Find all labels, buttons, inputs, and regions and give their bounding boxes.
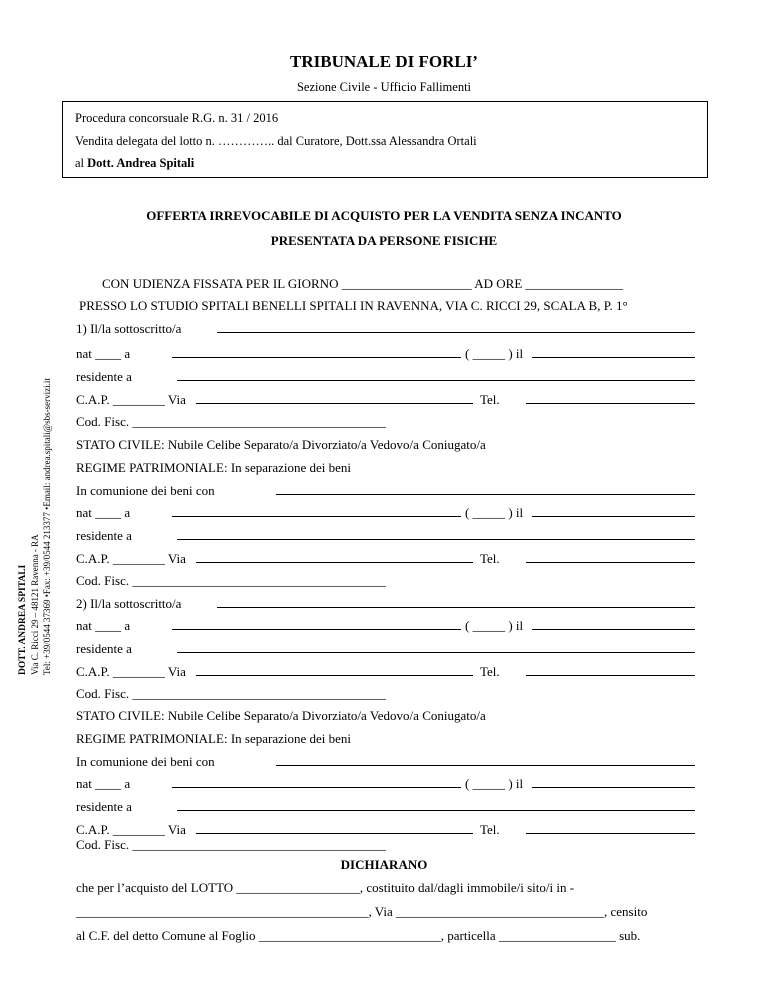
option-nubile: Nubile bbox=[167, 437, 204, 452]
procedure-box bbox=[62, 101, 708, 178]
via-field[interactable] bbox=[196, 403, 473, 404]
sidebar-name: DOTT. ANDREA SPITALI bbox=[18, 564, 28, 675]
birth-label: nat ____ a bbox=[76, 346, 131, 361]
offer-subtitle: PRESENTATA DA PERSONE FISICHE bbox=[270, 233, 498, 248]
residence-label: residente a bbox=[76, 369, 132, 384]
option-nubile: Nubile bbox=[167, 708, 204, 723]
codfisc-line: Cod. Fisc. _______________________________________ bbox=[76, 414, 386, 429]
residence-field[interactable] bbox=[177, 652, 695, 653]
civil-status-label: STATO CIVILE: bbox=[76, 437, 165, 452]
codfisc-line: Cod. Fisc. _______________________________________ bbox=[76, 573, 386, 588]
option-coniugato: Coniugato/a bbox=[422, 708, 486, 723]
residence-label: residente a bbox=[76, 799, 132, 814]
option-celibe: Celibe bbox=[206, 708, 241, 723]
birth-label: nat ____ a bbox=[76, 505, 131, 520]
option-comunione: In comunione dei beni con bbox=[76, 754, 215, 769]
option-separazione: In separazione dei beni bbox=[230, 731, 352, 746]
regime-row bbox=[76, 460, 351, 476]
option-divorziato: Divorziato/a bbox=[301, 437, 367, 452]
civil-status-row bbox=[76, 437, 486, 453]
tel-label: Tel. bbox=[480, 551, 500, 566]
tel-field[interactable] bbox=[526, 562, 695, 563]
offer-title: OFFERTA IRREVOCABILE DI ACQUISTO PER LA VENDITA SENZA INCANTO bbox=[146, 208, 622, 223]
option-separazione: In separazione dei beni bbox=[230, 460, 352, 475]
codfisc-line: Cod. Fisc. _______________________________________ bbox=[76, 837, 386, 852]
cap-via-label: C.A.P. ________ Via bbox=[76, 551, 186, 566]
civil-status-row bbox=[76, 708, 486, 724]
regime-label: REGIME PATRIMONIALE: bbox=[76, 460, 228, 475]
option-separato: Separato/a bbox=[243, 437, 299, 452]
option-coniugato: Coniugato/a bbox=[422, 437, 486, 452]
court-section: Sezione Civile - Ufficio Fallimenti bbox=[296, 80, 472, 94]
tel-field[interactable] bbox=[526, 403, 695, 404]
hearing-date-line: CON UDIENZA FISSATA PER IL GIORNO ____________________ AD ORE _______________ bbox=[102, 276, 624, 291]
addressee-name: Dott. Andrea Spitali bbox=[87, 156, 195, 170]
tel-label: Tel. bbox=[480, 822, 500, 837]
declaration-line3: al C.F. del detto Comune al Foglio ____________________________, particella __________________ sub. bbox=[76, 928, 641, 943]
birthplace-field[interactable] bbox=[172, 787, 461, 788]
option-comunione: In comunione dei beni con bbox=[76, 483, 215, 498]
tel-label: Tel. bbox=[480, 664, 500, 679]
residence-field[interactable] bbox=[177, 810, 695, 811]
option-celibe: Celibe bbox=[206, 437, 241, 452]
birthdate-field[interactable] bbox=[532, 357, 695, 358]
signer2-name-field[interactable] bbox=[217, 607, 695, 608]
birthplace-field[interactable] bbox=[172, 357, 461, 358]
option-divorziato: Divorziato/a bbox=[301, 708, 367, 723]
tel-field[interactable] bbox=[526, 675, 695, 676]
comunione-row bbox=[76, 754, 215, 770]
civil-status-label: STATO CIVILE: bbox=[76, 708, 165, 723]
spouse-name-field[interactable] bbox=[276, 765, 695, 766]
declaration-title: DICHIARANO bbox=[340, 857, 428, 872]
sidebar-contacts: Tel: +39/0544 37369 •Fax: +39/0544 213377 •Email: andrea.spitali@sbs-servizi.it bbox=[42, 378, 52, 675]
birth-label: nat ____ a bbox=[76, 776, 131, 791]
birthdate-field[interactable] bbox=[532, 516, 695, 517]
comunione-row bbox=[76, 483, 215, 499]
birthdate-field[interactable] bbox=[532, 787, 695, 788]
residence-field[interactable] bbox=[177, 539, 695, 540]
option-separato: Separato/a bbox=[243, 708, 299, 723]
delegated-sale: Vendita delegata del lotto n. ………….. dal Curatore, Dott.ssa Alessandra Ortali bbox=[75, 134, 477, 148]
sidebar-letterhead bbox=[17, 375, 57, 675]
addressee bbox=[75, 156, 194, 171]
residence-field[interactable] bbox=[177, 380, 695, 381]
residence-label: residente a bbox=[76, 641, 132, 656]
province-date-label: ( _____ ) il bbox=[465, 618, 524, 633]
procedure-number: Procedura concorsuale R.G. n. 31 / 2016 bbox=[75, 111, 279, 125]
tel-field[interactable] bbox=[526, 833, 695, 834]
province-date-label: ( _____ ) il bbox=[465, 505, 524, 520]
via-field[interactable] bbox=[196, 562, 473, 563]
regime-row bbox=[76, 731, 351, 747]
signer2-label: 2) Il/la sottoscritto/a bbox=[76, 596, 182, 611]
spouse-name-field[interactable] bbox=[276, 494, 695, 495]
addressee-prefix: al bbox=[75, 156, 88, 170]
option-vedovo: Vedovo/a bbox=[369, 708, 419, 723]
hearing-place-line: PRESSO LO STUDIO SPITALI BENELLI SPITALI IN RAVENNA, VIA C. RICCI 29, SCALA B, P. 1° bbox=[79, 298, 628, 313]
option-vedovo: Vedovo/a bbox=[369, 437, 419, 452]
cap-via-label: C.A.P. ________ Via bbox=[76, 822, 186, 837]
declaration-line2: _____________________________________________, Via ________________________________, censito bbox=[76, 904, 648, 919]
signer1-name-field[interactable] bbox=[217, 332, 695, 333]
court-title: TRIBUNALE DI FORLI’ bbox=[290, 52, 478, 71]
via-field[interactable] bbox=[196, 675, 473, 676]
via-field[interactable] bbox=[196, 833, 473, 834]
declaration-line1: che per l’acquisto del LOTTO ___________________, costituito dal/dagli immobile/i sito/i in - bbox=[76, 880, 575, 895]
province-date-label: ( _____ ) il bbox=[465, 346, 524, 361]
birth-label: nat ____ a bbox=[76, 618, 131, 633]
sidebar-address: Via C. Ricci 29 – 48121 Ravenna - RA bbox=[30, 534, 40, 675]
province-date-label: ( _____ ) il bbox=[465, 776, 524, 791]
cap-via-label: C.A.P. ________ Via bbox=[76, 392, 186, 407]
birthdate-field[interactable] bbox=[532, 629, 695, 630]
regime-label: REGIME PATRIMONIALE: bbox=[76, 731, 228, 746]
residence-label: residente a bbox=[76, 528, 132, 543]
birthplace-field[interactable] bbox=[172, 629, 461, 630]
tel-label: Tel. bbox=[480, 392, 500, 407]
cap-via-label: C.A.P. ________ Via bbox=[76, 664, 186, 679]
signer1-label: 1) Il/la sottoscritto/a bbox=[76, 321, 182, 336]
codfisc-line: Cod. Fisc. _______________________________________ bbox=[76, 686, 386, 701]
birthplace-field[interactable] bbox=[172, 516, 461, 517]
